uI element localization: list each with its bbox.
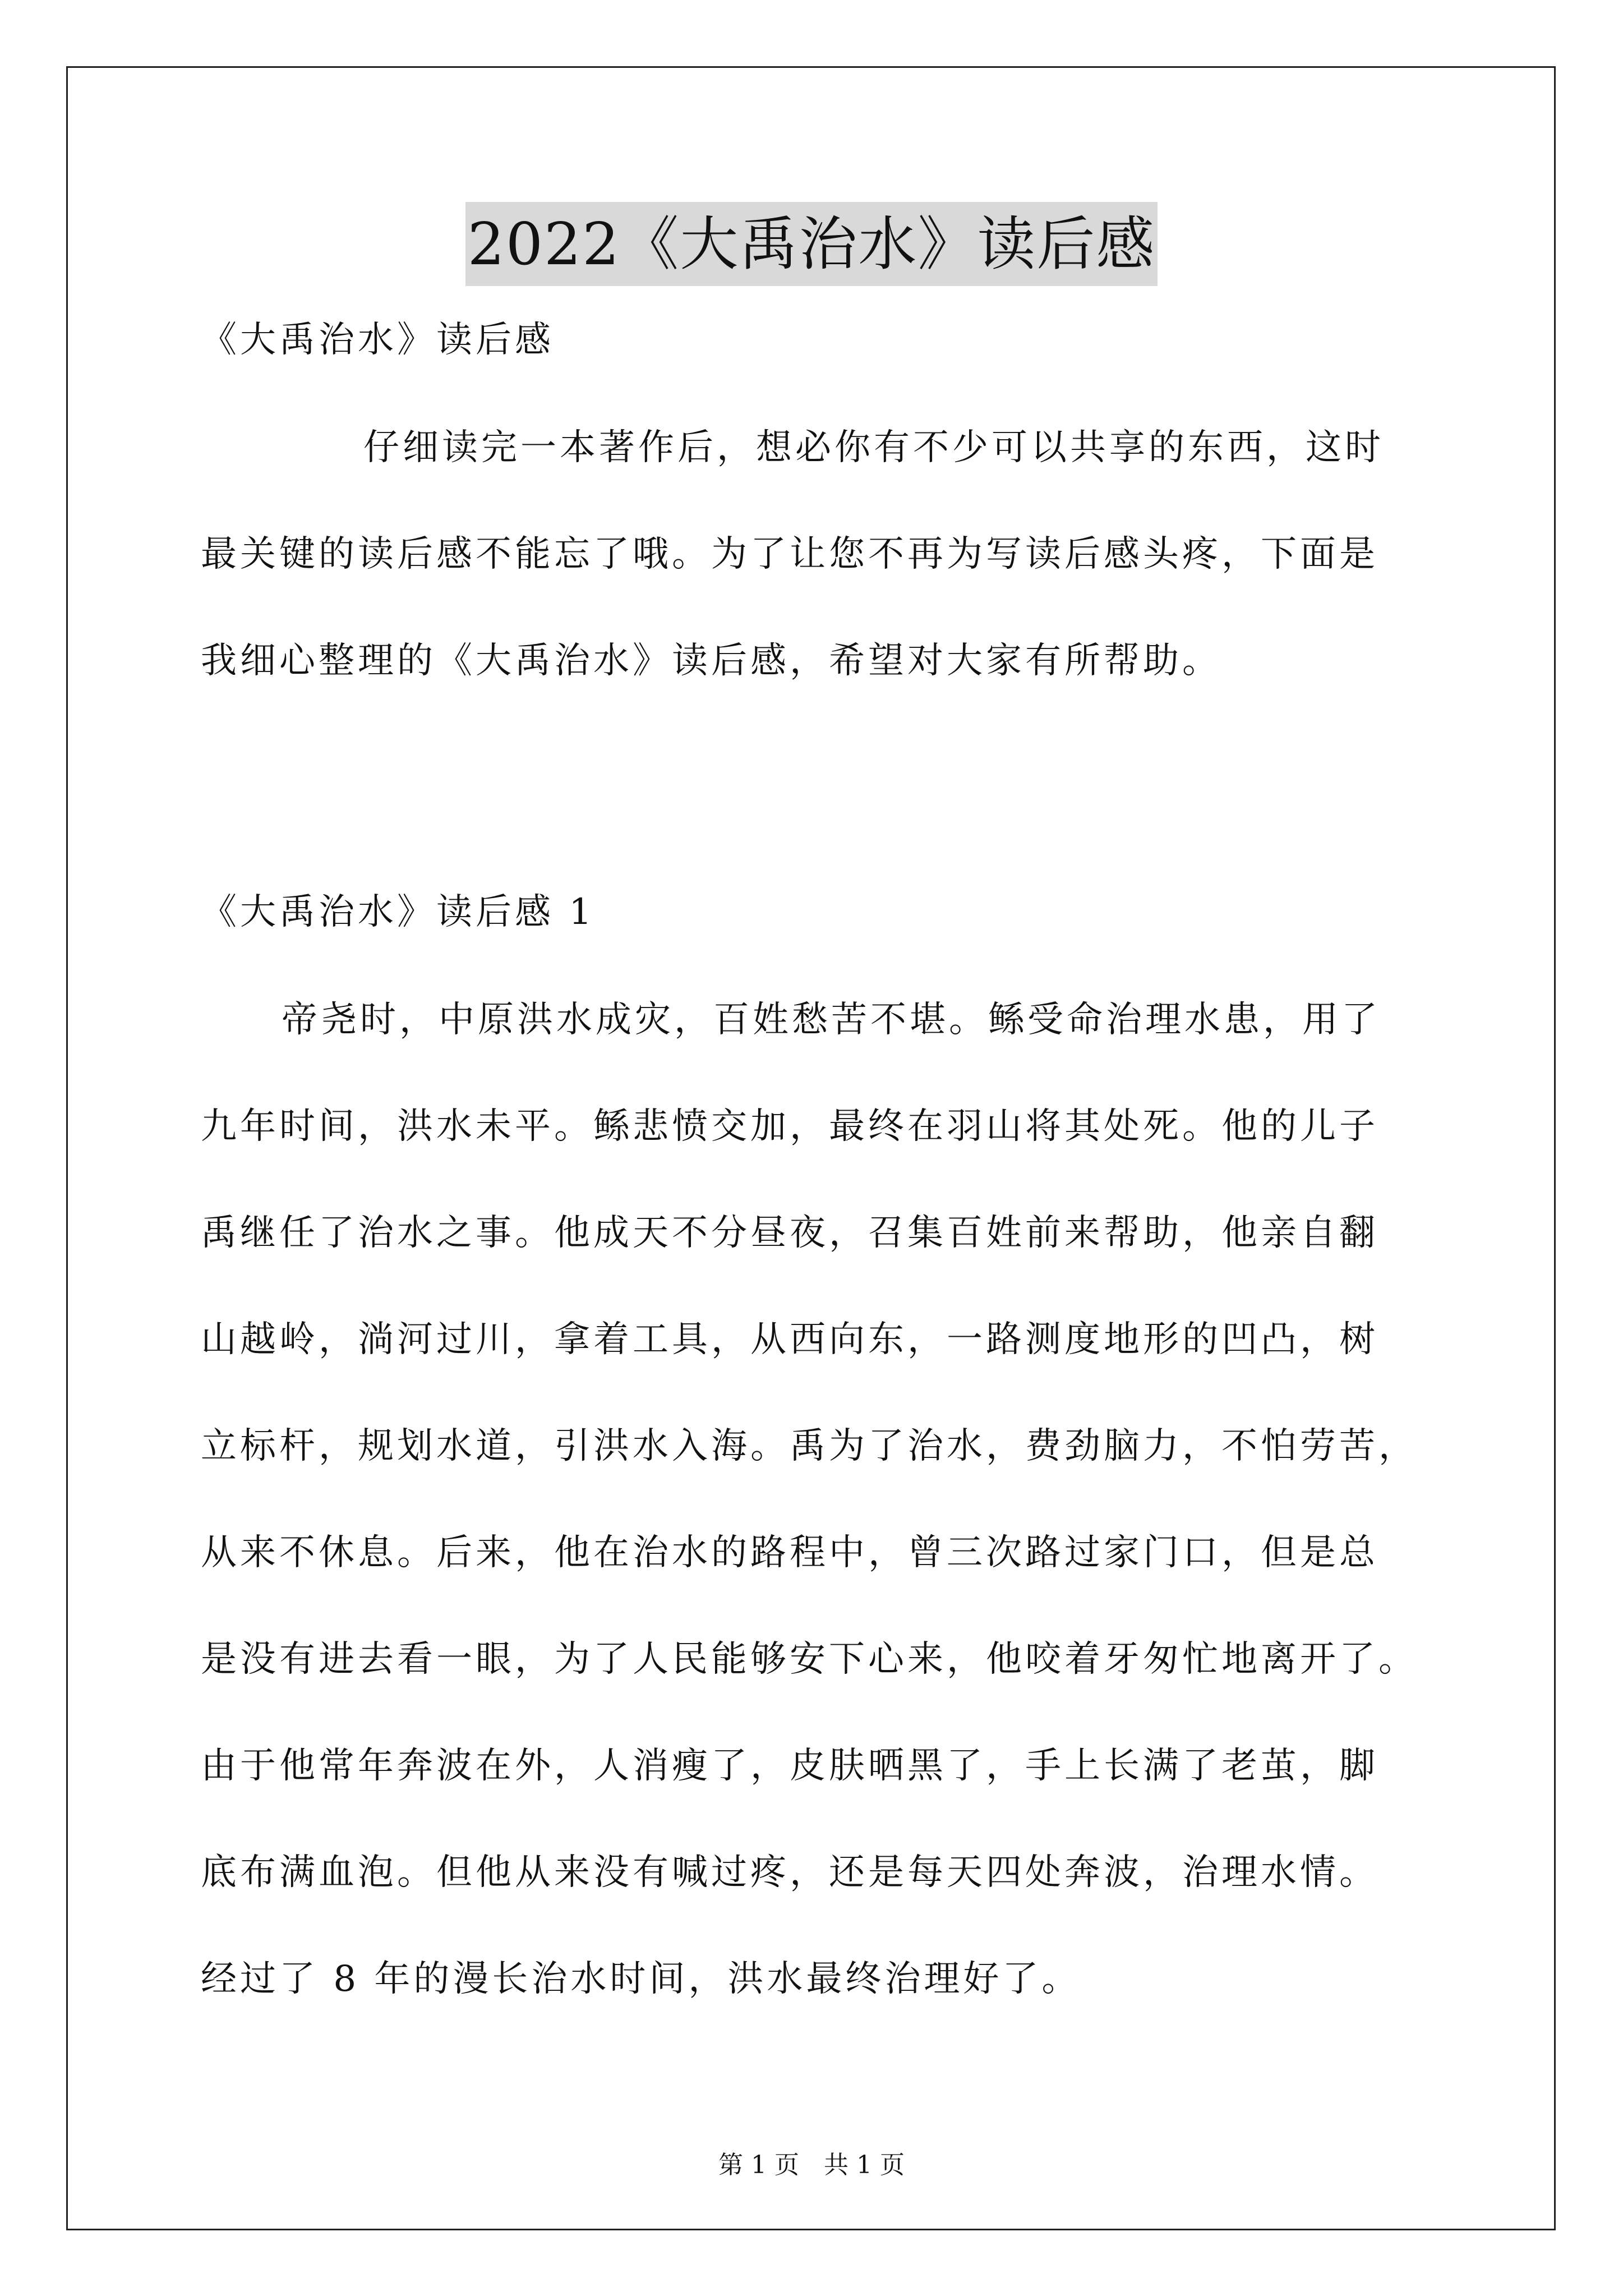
intro-line: 仔细读完一本著作后，想必你有不少可以共享的东西，这时 [363,427,1384,468]
body-line: 是没有进去看一眼，为了人民能够安下心来，他咬着牙匆忙地离开了。 [201,1639,1418,1680]
intro-line: 最关键的读后感不能忘了哦。为了让您不再为写读后感头疼，下面是 [201,533,1378,575]
body-line: 经过了 8 年的漫长治水时间，洪水最终治理好了。 [201,1958,1081,2000]
body-line: 由于他常年奔波在外，人消瘦了，皮肤晒黑了，手上长满了老茧，脚 [201,1745,1378,1787]
body-line: 帝尧时，中原洪水成灾，百姓愁苦不堪。鲧受命治理水患，用了 [282,999,1381,1041]
page-footer: 第 1 页 共 1 页 [718,2151,905,2179]
intro-line: 我细心整理的《大禹治水》读后感，希望对大家有所帮助。 [201,640,1221,682]
body-line: 禹继任了治水之事。他成天不分昼夜，召集百姓前来帮助，他亲自翻 [201,1212,1378,1254]
body-line: 底布满血泡。但他从来没有喊过疼，还是每天四处奔波，治理水情。 [201,1852,1378,1893]
body-line: 九年时间，洪水未平。鲧悲愤交加，最终在羽山将其处死。他的儿子 [201,1106,1378,1147]
document-subtitle: 《大禹治水》读后感 [201,319,554,361]
title-container [0,202,1623,286]
body-line: 山越岭，淌河过川，拿着工具，从西向东，一路测度地形的凹凸，树 [201,1319,1378,1360]
section-heading: 《大禹治水》读后感 1 [201,891,596,933]
document-title: 2022《大禹治水》读后感 [465,202,1158,286]
body-line: 立标杆，规划水道，引洪水入海。禹为了治水，费劲脑力，不怕劳苦， [201,1425,1418,1467]
body-line: 从来不休息。后来，他在治水的路程中，曾三次路过家门口，但是总 [201,1532,1378,1573]
